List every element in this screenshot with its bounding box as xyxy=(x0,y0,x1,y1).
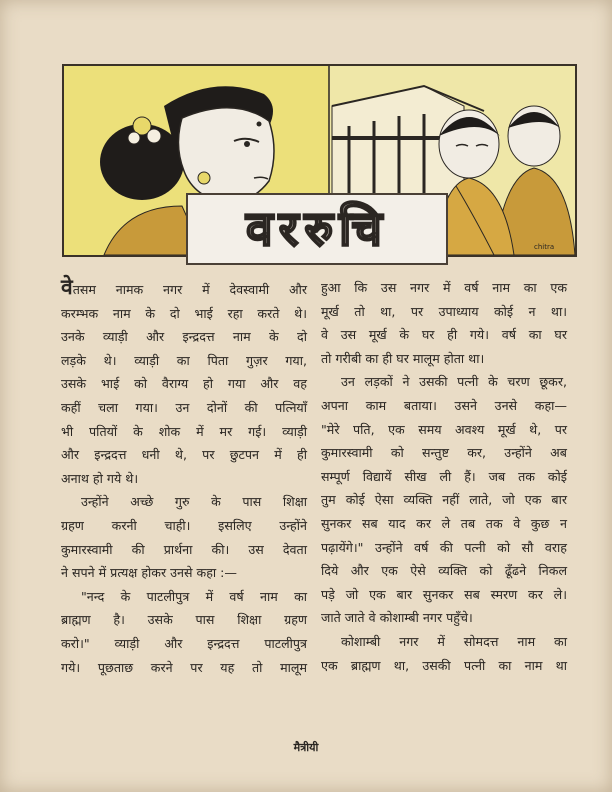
text-line: उन्होंने अच्छे गुरु के पास शिक्षा xyxy=(81,494,307,510)
text-line: पड़े जो एक बार सुनकर सब स्मरण कर ले। xyxy=(321,586,567,602)
text-line: कुमारस्वामी की प्रार्थना की। उस देवता xyxy=(61,541,307,557)
text-line: पढ़ायेंगे।" उन्होंने वर्ष की पत्नी को सौ वराह xyxy=(321,539,567,555)
text-line: गये। पूछताछ करने पर यह तो मालूम xyxy=(61,659,307,675)
text-line: लड़के थे। व्याड़ी का पिता गुज़र गया, xyxy=(61,352,307,368)
text-line: तुम कोई ऐसा व्यक्ति नहीं लाते, जो एक बार xyxy=(321,492,567,508)
text-line: मूर्ख तो था, पर उपाध्याय कोई न था। xyxy=(321,303,567,319)
text-line: जाते जाते वे कोशाम्बी नगर पहुँचे। xyxy=(321,610,473,626)
text-line: ब्राह्मण है। उसके पास शिक्षा ग्रहण xyxy=(61,612,307,628)
text-line: सम्पूर्ण विद्यायें सीख ली हैं। जब तक कोई xyxy=(321,468,567,484)
text-line: ने सपने में प्रत्यक्ष होकर उनसे कहा :— xyxy=(61,565,237,581)
text-line: ग्रहण करनी चाही। इसलिए उन्होंने xyxy=(61,517,307,533)
text-line: "मेरे पति, एक समय अवश्य मूर्ख थे, पर xyxy=(321,421,567,437)
text-line: अनाथ हो गये थे। xyxy=(61,470,139,486)
dropcap: वे xyxy=(61,275,73,299)
story-title: वररुचि xyxy=(246,201,388,257)
right-column xyxy=(321,276,567,677)
text-line: वे उस मूर्ख के घर ही गये। वर्ष का घर xyxy=(321,327,567,343)
text-line: और इन्द्रदत्त धनी थे, पर छुटपन में ही xyxy=(61,447,307,463)
text-line: उनके व्याड़ी और इन्द्रदत्त नाम के दो xyxy=(61,329,307,345)
text-line: तसम नामक नगर में देवस्वामी और xyxy=(72,282,307,297)
page-footer: मैत्रीयी xyxy=(293,741,319,754)
text-line: कहीं चला गया। उन दोनों की पत्नियाँ xyxy=(61,399,307,415)
text-line: दिये और एक ऐसे व्यक्ति को ढूँढने निकल xyxy=(321,563,567,579)
text-line: सुनकर सब याद कर ले तब तक वे कुछ न xyxy=(321,515,567,531)
text-line: कुमारस्वामी को सन्तुष्ट कर, उन्होंने अब xyxy=(321,445,567,461)
text-line: तो गरीबी का ही घर मालूम होता था। xyxy=(321,350,485,366)
text-line: अपना काम बताया। उसने उनसे कहा— xyxy=(321,397,567,413)
text-line: भी पतियों के शोक में मर गई। व्याड़ी xyxy=(61,423,307,439)
text-line: उन लड़कों ने उसकी पत्नी के चरण छूकर, xyxy=(341,374,567,390)
text-line: कोशाम्बी नगर में सोमदत्त नाम का xyxy=(341,633,567,649)
artist-signature: chitra xyxy=(534,243,555,251)
text-line: करम्भक नाम के दो भाई रहा करते थे। xyxy=(61,305,307,321)
story-title-box xyxy=(186,193,448,265)
paragraph-1 xyxy=(61,276,307,302)
text-line: उसके भाई को वैराग्य हो गया और वह xyxy=(61,376,307,392)
text-line: "नन्द के पाटलीपुत्र में वर्ष नाम का xyxy=(81,588,307,604)
text-line: एक ब्राह्मण था, उसकी पत्नी का नाम था xyxy=(321,657,567,673)
text-line: करो।" व्याड़ी और इन्द्रदत्त पाटलीपुत्र xyxy=(61,635,307,651)
left-column xyxy=(61,276,307,679)
text-line: हुआ कि उस नगर में वर्ष नाम का एक xyxy=(321,280,567,295)
